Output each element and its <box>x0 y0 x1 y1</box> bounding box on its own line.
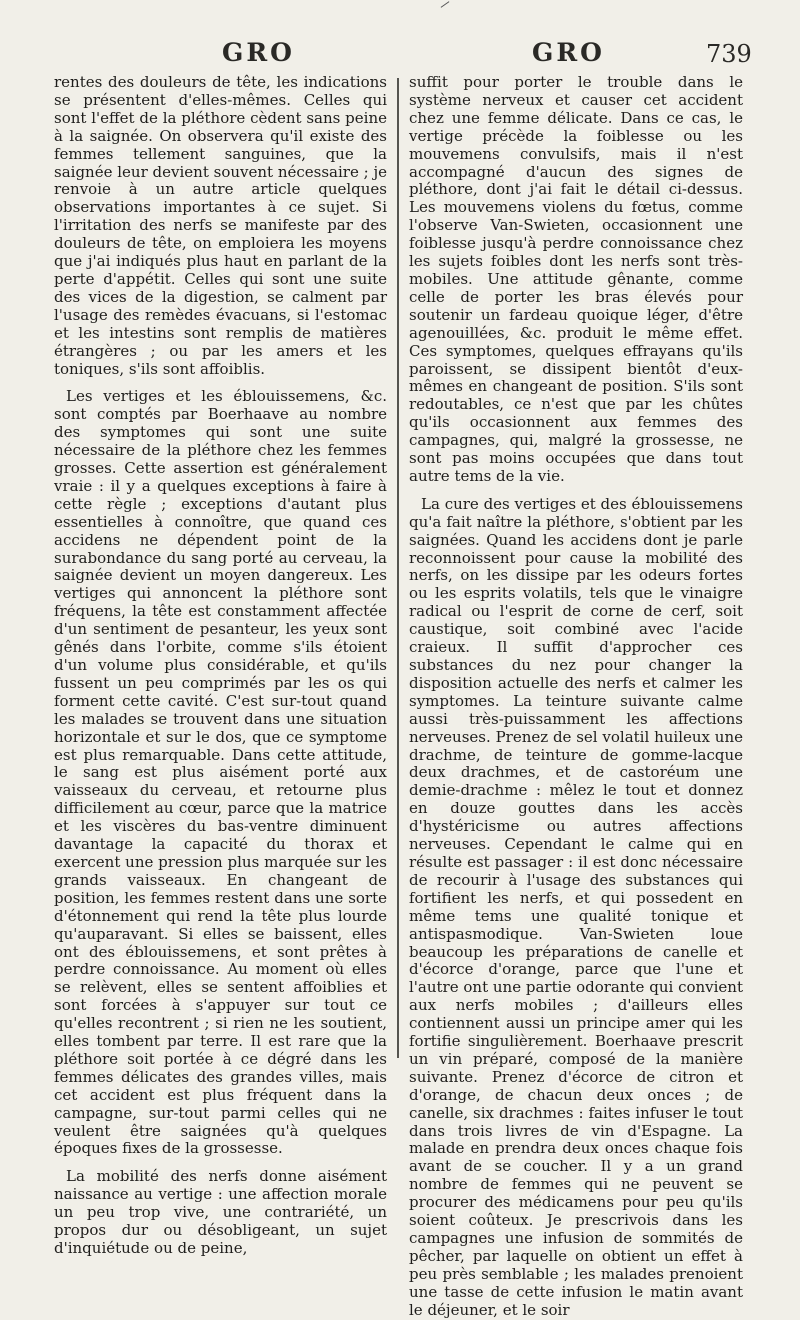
ink-mark <box>441 1 450 8</box>
running-header <box>0 38 800 70</box>
left-column <box>54 73 387 1257</box>
paragraph: La mobilité des nerfs donne aisément naissance au vertige : une affection morale un peu trop vive, une contrariété, un propos dur ou désobligeant, un sujet d'inquiétude ou de peine, <box>54 1167 387 1257</box>
paragraph: rentes des douleurs de tête, les indications se présentent d'elles-mêmes. Celles qui sont l'effet de la pléthore cèdent sans peine à la saignée. On observera qu'il existe des femmes tellement sanguines, que la saignée leur devient souvent nécessaire ; je renvoie à un autre article quelques observations importantes à ce sujet. Si l'irritation des nerfs se manifeste par des douleurs de tête, on emploiera les moyens que j'ai indiqués plus haut en parlant de la perte d'appétit. Celles qui sont une suite des vices de la digestion, se calment par l'usage des remèdes évacuans, si l'estomac et les intestins sont remplis de matières étrangères ; ou par les amers et les toniques, s'ils sont affoiblis. <box>54 73 387 378</box>
right-column <box>409 73 743 1319</box>
running-head-left: GRO <box>222 38 295 67</box>
column-divider <box>397 78 399 1058</box>
running-head-right: GRO <box>532 38 605 67</box>
paragraph: Les vertiges et les éblouissemens, &c. sont comptés par Boerhaave au nombre des symptomes qui sont une suite nécessaire de la pléthore chez les femmes grosses. Cette assertion est généralement vraie : il y a quelques exceptions à faire à cette règle ; exceptions d'autant plus essentielles à connoître, que quand ces accidens ne dépendent point de la surabondance du sang porté au cerveau, la saignée devient un moyen dangereux. Les vertiges qui annoncent la pléthore sont fréquens, la tête est constamment affectée d'un sentiment de pesanteur, les yeux sont gênés dans l'orbite, comme s'ils étoient d'un volume plus considérable, et qu'ils fussent un peu comprimés par les os qui forment cette cavité. C'est sur-tout quand les malades se trouvent dans une situation horizontale et sur le dos, que ce symptome est plus remarquable. Dans cette attitude, le sang est plus aisément porté aux vaisseaux du cerveau, et retourne plus difficilement au cœur, parce que la matrice et les viscères du bas-ventre diminuent davantage la capacité du thorax et exercent une pression plus marquée sur les grands vaisseaux. En changeant de position, les femmes restent dans une sorte d'étonnement qui rend la tête plus lourde qu'auparavant. Si elles se baissent, elles ont des éblouissemens, et sont prêtes à perdre connoissance. Au moment où elles se relèvent, elles se sentent affoiblies et sont forcées à s'appuyer sur tout ce qu'elles recontrent ; si rien ne les soutient, elles tombent par terre. Il est rare que la pléthore soit portée à ce dégré dans les femmes délicates des grandes villes, mais cet accident est plus fréquent dans la campagne, sur-tout parmi celles qui ne veulent être saignées qu'à quelques époques fixes de la grossesse. <box>54 387 387 1158</box>
page-number: 739 <box>706 40 752 68</box>
paragraph: suffit pour porter le trouble dans le système nerveux et causer cet accident chez une femme délicate. Dans ce cas, le vertige précède la foiblesse ou les mouvemens convulsifs, mais il n'est accompagné d'aucun des signes de pléthore, dont j'ai fait le détail ci-dessus. Les mouvemens violens du fœtus, comme l'observe Van-Swieten, occasionnent une foiblesse jusqu'à perdre connoissance chez les sujets foibles dont les nerfs sont très-mobiles. Une attitude gênante, comme celle de porter les bras élevés pour soutenir un fardeau quoique léger, d'être agenouillées, &c. produit le même effet. Ces symptomes, quelques effrayans qu'ils paroissent, se dissipent bientôt d'eux-mêmes en changeant de position. S'ils sont redoutables, ce n'est que par les chûtes qu'ils occasionnent aux femmes des campagnes, qui, malgré la grossesse, ne sont pas moins occupées que dans tout autre tems de la vie. <box>409 73 743 485</box>
paragraph: La cure des vertiges et des éblouissemens qu'a fait naître la pléthore, s'obtient par les saignées. Quand les accidens dont je parle reconnoissent pour cause la mobilité des nerfs, on les dissipe par les odeurs fortes ou les esprits volatils, tels que le vinaigre radical ou l'esprit de corne de cerf, soit caustique, soit combiné avec l'acide craieux. Il suffit d'approcher ces substances du nez pour changer la disposition actuelle des nerfs et calmer les symptomes. La teinture suivante calme aussi très-puissamment les affections nerveuses. Prenez de sel volatil huileux une drachme, de teinture de gomme-lacque deux drachmes, et de castoréum une demie-drachme : mêlez le tout et donnez en douze gouttes dans les accès d'hystéricisme ou autres affections nerveuses. Cependant le calme qui en résulte est passager : il est donc nécessaire de recourir à l'usage des substances qui fortifient les nerfs, et qui possedent en même tems une qualité tonique et antispasmodique. Van-Swieten loue beaucoup les préparations de canelle et d'écorce d'orange, parce que l'une et l'autre ont une partie odorante qui convient aux nerfs mobiles ; d'ailleurs elles contiennent aussi un principe amer qui les fortifie singulièrement. Boerhaave prescrit un vin préparé, composé de la manière suivante. Prenez d'écorce de citron et d'orange, de chacun deux onces ; de canelle, six drachmes : faites infuser le tout dans trois livres de vin d'Espagne. La malade en prendra deux onces chaque fois avant de se coucher. Il y a un grand nombre de femmes qui ne peuvent se procurer des médicamens pour peu qu'ils soient coûteux. Je prescrivois dans les campagnes une infusion de sommités de pêcher, par laquelle on obtient un effet à peu près semblable ; les malades prenoient une tasse de cette infusion le matin avant le déjeuner, et le soir <box>409 494 743 1319</box>
